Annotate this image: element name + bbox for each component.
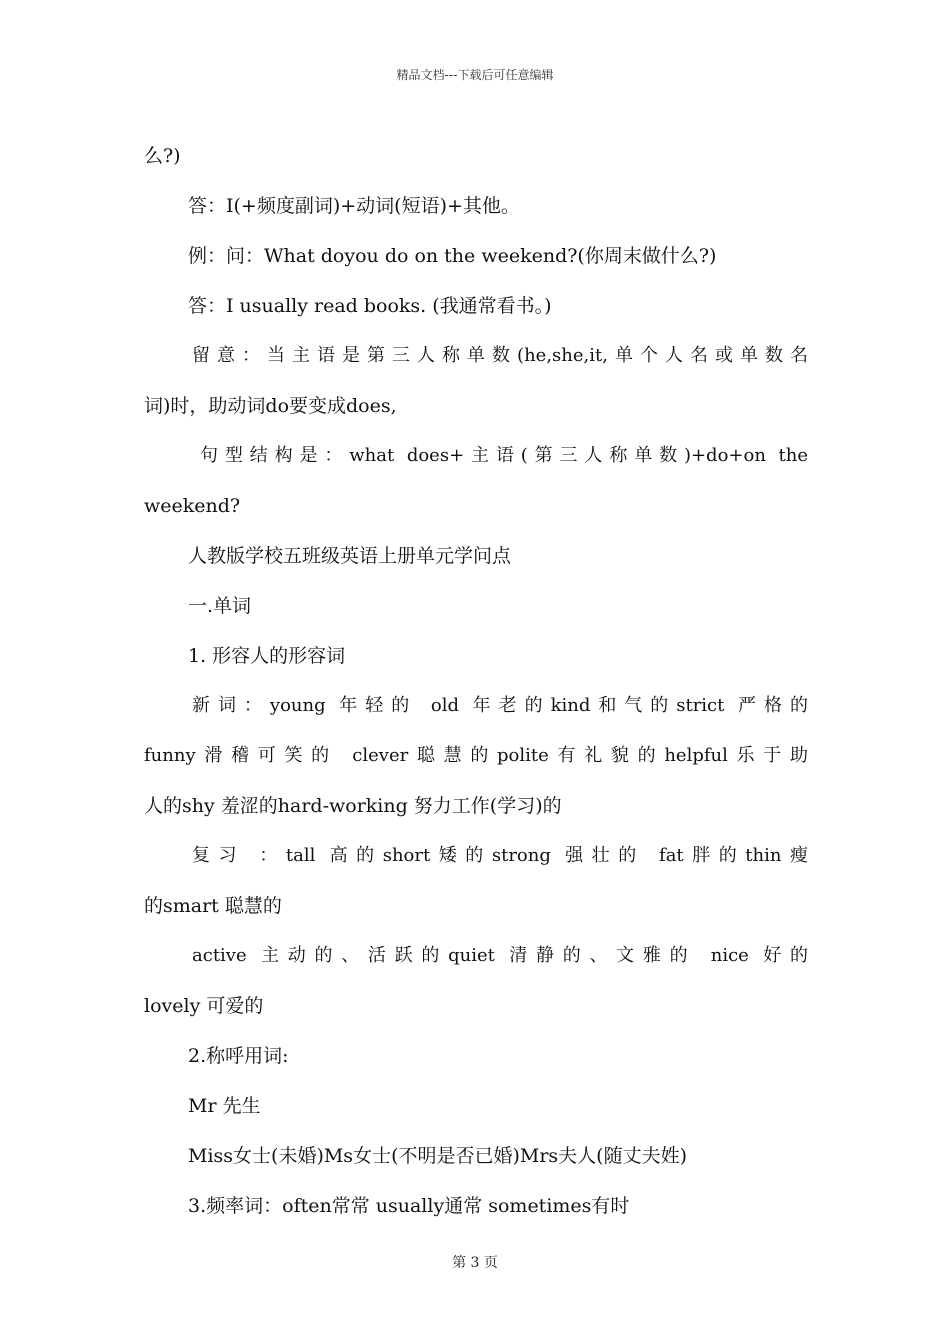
text-line: 词)时，助动词do要变成does, xyxy=(144,395,397,417)
subsection-heading: 3.频率词：often常常 usually通常 sometimes有时 xyxy=(188,1195,630,1217)
text-line: active 主动的、活跃的quiet 清静的、文雅的 nice 好的 xyxy=(192,945,808,966)
text-line: lovely 可爱的 xyxy=(144,995,264,1017)
text-line: 例：问：What doyou do on the weekend?(你周末做什么?) xyxy=(188,245,717,267)
text-line: 答：I usually read books. (我通常看书。) xyxy=(188,295,552,317)
text-line: 么?) xyxy=(144,145,181,167)
subsection-heading: 2.称呼用词: xyxy=(188,1045,289,1067)
subsection-heading: 1. 形容人的形容词 xyxy=(188,645,346,667)
text-line: weekend? xyxy=(144,495,241,517)
text-line: 新词：young 年轻的 old 年老的kind和气的strict 严格的 xyxy=(192,695,808,716)
section-title: 人教版学校五班级英语上册单元学问点 xyxy=(188,545,512,567)
text-line: 的smart 聪慧的 xyxy=(144,895,282,917)
text-line: 答：I(+频度副词)+动词(短语)+其他。 xyxy=(188,195,520,217)
text-line: Miss女士(未婚)Ms女士(不明是否已婚)Mrs夫人(随丈夫姓) xyxy=(188,1145,688,1167)
page-number: 第 3 页 xyxy=(452,1255,498,1271)
page-header: 精品文档---下载后可任意编辑 xyxy=(396,68,554,82)
text-line: 复习 ：tall 高的short矮的strong 强壮的 fat胖的thin瘦 xyxy=(192,845,808,866)
document-body xyxy=(144,131,808,1231)
text-line: 人的shy 羞涩的hard-working 努力工作(学习)的 xyxy=(144,795,562,817)
text-line: Mr 先生 xyxy=(188,1095,261,1117)
text-line: funny滑稽可笑的 clever聪慧的polite有礼貌的helpful乐于助 xyxy=(144,745,808,766)
text-line: 句型结构是：what does+主语(第三人称单数)+do+on the xyxy=(200,445,808,466)
section-heading: 一.单词 xyxy=(188,595,252,617)
text-line: 留意：当主语是第三人称单数(he,she,it,单个人名或单数名 xyxy=(192,345,808,366)
